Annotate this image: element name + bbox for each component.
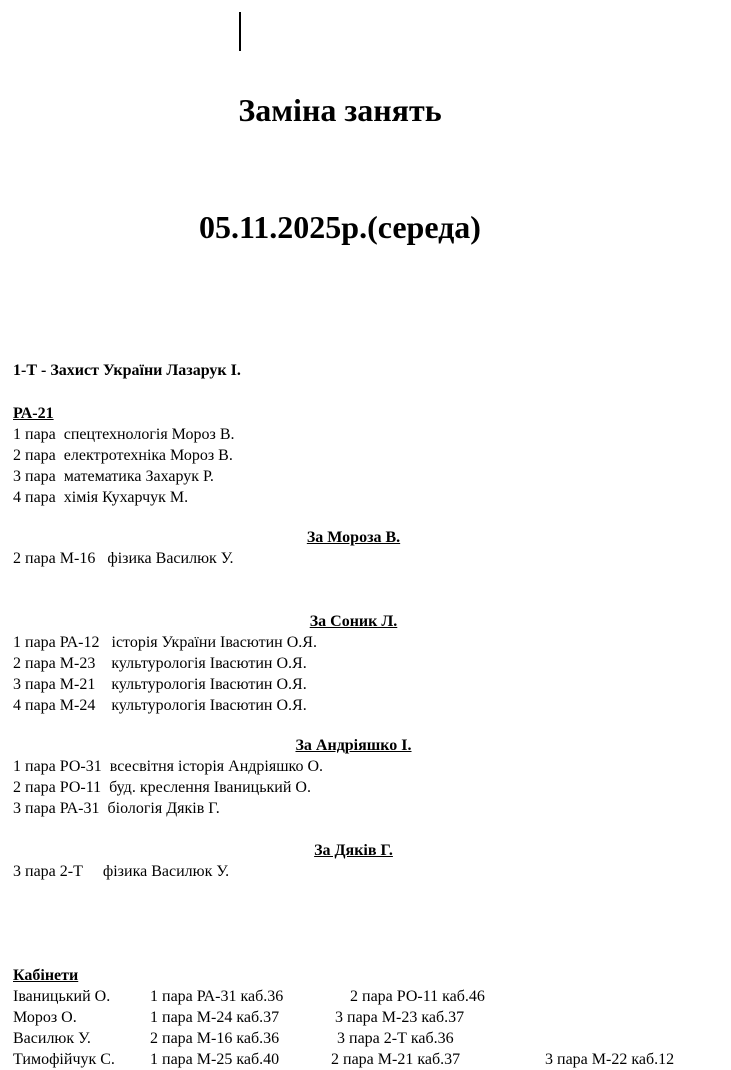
cabinet-row bbox=[0, 1049, 731, 1070]
schedule-line: 1 пара РО-31 всесвітня історія Андріяшко О. bbox=[13, 758, 324, 775]
section-cabinets bbox=[0, 965, 731, 1070]
cabinet-assignment: 2 пара РО-11 каб.46 bbox=[350, 988, 485, 1005]
schedule-line: 2 пара РО-11 буд. креслення Іваницький О. bbox=[13, 779, 311, 796]
section-heading: За Мороза В. bbox=[306, 529, 401, 546]
cabinet-assignment: 1 пара РА-31 каб.36 bbox=[150, 988, 284, 1005]
section-heading: За Соник Л. bbox=[309, 613, 398, 630]
section-heading: За Дяків Г. bbox=[314, 842, 393, 859]
section-za-andriyashko bbox=[0, 735, 731, 819]
schedule-line: 2 пара електротехніка Мороз В. bbox=[13, 447, 233, 464]
schedule-line: 3 пара математика Захарук Р. bbox=[13, 468, 214, 485]
cabinets-heading: Кабінети bbox=[13, 967, 79, 984]
cabinet-assignment: 1 пара М-24 каб.37 bbox=[150, 1009, 280, 1026]
schedule-line: 4 пара М-24 культурологія Івасютин О.Я. bbox=[13, 697, 307, 714]
cabinet-row bbox=[0, 1028, 731, 1049]
section-za-sonyk bbox=[0, 611, 731, 716]
schedule-line: 1 пара спецтехнологія Мороз В. bbox=[13, 426, 235, 443]
teacher-name: Тимофійчук С. bbox=[13, 1051, 115, 1068]
schedule-line: 3 пара РА-31 біологія Дяків Г. bbox=[13, 800, 220, 817]
schedule-line: 3 пара 2-Т фізика Василюк У. bbox=[13, 863, 230, 880]
cabinet-row bbox=[0, 986, 731, 1007]
schedule-line: 1 пара РА-12 історія України Івасютин О.Я. bbox=[13, 634, 317, 651]
cabinet-assignment: 2 пара М-16 каб.36 bbox=[150, 1030, 280, 1047]
schedule-line: 4 пара хімія Кухарчук М. bbox=[13, 489, 189, 506]
section-za-moroza bbox=[0, 527, 731, 569]
note-line: 1-Т - Захист України Лазарук І. bbox=[13, 362, 241, 379]
cabinet-row bbox=[0, 1007, 731, 1028]
document-title bbox=[0, 0, 680, 325]
section-heading: РА-21 bbox=[13, 405, 54, 422]
teacher-name: Іваницький О. bbox=[13, 988, 111, 1005]
title-line-2: 05.11.2025р.(середа) bbox=[199, 209, 481, 245]
teacher-name: Василюк У. bbox=[13, 1030, 91, 1047]
teacher-name: Мороз О. bbox=[13, 1009, 77, 1026]
cabinet-assignment: 1 пара М-25 каб.40 bbox=[150, 1051, 280, 1068]
text-cursor bbox=[239, 12, 241, 51]
schedule-line: 2 пара М-16 фізика Василюк У. bbox=[13, 550, 234, 567]
cabinet-assignment: 2 пара М-21 каб.37 bbox=[331, 1051, 461, 1068]
cabinet-assignment: 3 пара М-23 каб.37 bbox=[335, 1009, 465, 1026]
section-za-dyakiv bbox=[0, 840, 731, 882]
section-heading: За Андріяшко І. bbox=[295, 737, 412, 754]
section-ra21 bbox=[0, 403, 731, 508]
schedule-line: 2 пара М-23 культурологія Івасютин О.Я. bbox=[13, 655, 307, 672]
cabinet-assignment: 3 пара 2-Т каб.36 bbox=[337, 1030, 454, 1047]
title-line-1: Заміна занять bbox=[238, 92, 442, 128]
schedule-line: 3 пара М-21 культурологія Івасютин О.Я. bbox=[13, 676, 307, 693]
cabinets-table bbox=[0, 986, 731, 1070]
cabinet-assignment: 3 пара М-22 каб.12 bbox=[545, 1051, 675, 1068]
